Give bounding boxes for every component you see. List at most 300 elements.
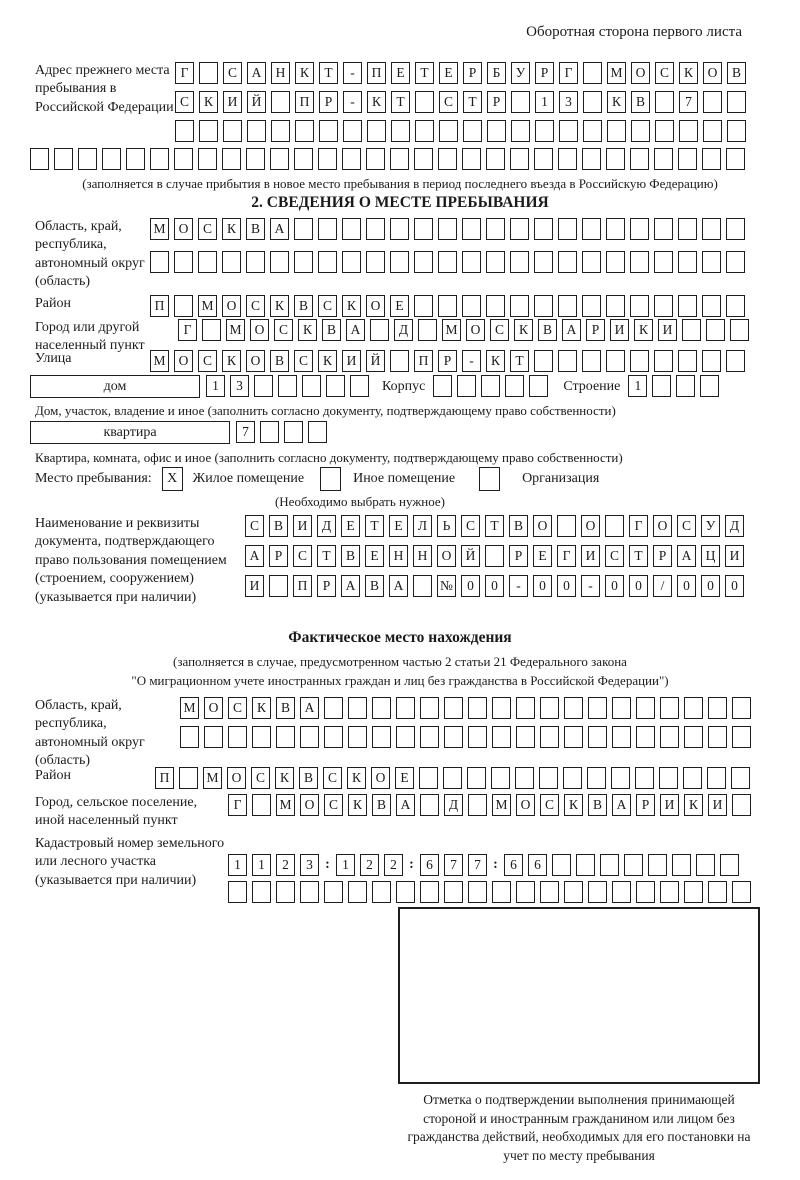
- form-cell[interactable]: К: [514, 319, 533, 341]
- form-cell[interactable]: М: [442, 319, 461, 341]
- form-cell[interactable]: [319, 120, 338, 142]
- form-cell[interactable]: [510, 251, 529, 273]
- form-cell[interactable]: С: [323, 767, 342, 789]
- form-cell[interactable]: Р: [636, 794, 655, 816]
- form-cell[interactable]: [703, 120, 722, 142]
- form-cell[interactable]: [174, 251, 193, 273]
- form-cell[interactable]: [540, 697, 559, 719]
- form-cell[interactable]: /: [653, 575, 672, 597]
- form-cell[interactable]: [678, 350, 697, 372]
- form-cell[interactable]: [270, 148, 289, 170]
- form-cell[interactable]: [467, 767, 486, 789]
- form-cell[interactable]: [648, 854, 667, 876]
- form-cell[interactable]: [439, 120, 458, 142]
- form-cell[interactable]: [654, 295, 673, 317]
- form-cell[interactable]: [682, 319, 701, 341]
- form-cell[interactable]: 0: [605, 575, 624, 597]
- form-cell[interactable]: О: [703, 62, 722, 84]
- form-cell[interactable]: Г: [559, 62, 578, 84]
- form-cell[interactable]: [654, 218, 673, 240]
- form-cell[interactable]: Т: [391, 91, 410, 113]
- form-cell[interactable]: [726, 148, 745, 170]
- form-cell[interactable]: [588, 726, 607, 748]
- form-cell[interactable]: К: [298, 319, 317, 341]
- form-cell[interactable]: [199, 62, 218, 84]
- form-cell[interactable]: О: [174, 350, 193, 372]
- form-cell[interactable]: [659, 767, 678, 789]
- form-cell[interactable]: [252, 794, 271, 816]
- form-cell[interactable]: П: [293, 575, 312, 597]
- form-cell[interactable]: М: [226, 319, 245, 341]
- form-cell[interactable]: О: [222, 295, 241, 317]
- form-cell[interactable]: [684, 881, 703, 903]
- form-cell[interactable]: 0: [701, 575, 720, 597]
- form-cell[interactable]: [324, 697, 343, 719]
- form-cell[interactable]: [515, 767, 534, 789]
- form-cell[interactable]: [269, 575, 288, 597]
- form-cell[interactable]: [438, 218, 457, 240]
- form-cell[interactable]: [254, 375, 273, 397]
- form-cell[interactable]: Р: [438, 350, 457, 372]
- form-cell[interactable]: С: [175, 91, 194, 113]
- form-cell[interactable]: [630, 251, 649, 273]
- form-cell[interactable]: [582, 148, 601, 170]
- form-cell[interactable]: 1: [336, 854, 355, 876]
- form-cell[interactable]: И: [725, 545, 744, 567]
- form-cell[interactable]: -: [581, 575, 600, 597]
- form-cell[interactable]: В: [588, 794, 607, 816]
- form-cell[interactable]: Ц: [701, 545, 720, 567]
- form-cell[interactable]: [228, 881, 247, 903]
- form-cell[interactable]: Г: [228, 794, 247, 816]
- form-cell[interactable]: [678, 295, 697, 317]
- form-cell[interactable]: [342, 148, 361, 170]
- form-cell[interactable]: [202, 319, 221, 341]
- form-cell[interactable]: [438, 251, 457, 273]
- form-cell[interactable]: [726, 251, 745, 273]
- form-cell[interactable]: [462, 218, 481, 240]
- form-cell[interactable]: И: [581, 545, 600, 567]
- form-cell[interactable]: [366, 218, 385, 240]
- form-cell[interactable]: В: [246, 218, 265, 240]
- form-cell[interactable]: [276, 726, 295, 748]
- form-cell[interactable]: 0: [485, 575, 504, 597]
- form-cell[interactable]: [348, 881, 367, 903]
- form-cell[interactable]: [702, 148, 721, 170]
- form-cell[interactable]: [223, 120, 242, 142]
- form-cell[interactable]: В: [509, 515, 528, 537]
- form-cell[interactable]: [655, 91, 674, 113]
- form-cell[interactable]: [727, 91, 746, 113]
- form-cell[interactable]: [492, 697, 511, 719]
- form-cell[interactable]: Н: [413, 545, 432, 567]
- form-cell[interactable]: О: [631, 62, 650, 84]
- form-cell[interactable]: [660, 697, 679, 719]
- form-cell[interactable]: [564, 881, 583, 903]
- form-cell[interactable]: [654, 350, 673, 372]
- form-cell[interactable]: [270, 251, 289, 273]
- form-cell[interactable]: [558, 218, 577, 240]
- form-cell[interactable]: [606, 251, 625, 273]
- form-cell[interactable]: [540, 881, 559, 903]
- form-cell[interactable]: М: [276, 794, 295, 816]
- form-cell[interactable]: А: [300, 697, 319, 719]
- form-cell[interactable]: М: [492, 794, 511, 816]
- form-cell[interactable]: С: [294, 350, 313, 372]
- form-cell[interactable]: [174, 295, 193, 317]
- form-cell[interactable]: [582, 218, 601, 240]
- form-cell[interactable]: 0: [725, 575, 744, 597]
- form-cell[interactable]: [706, 319, 725, 341]
- form-cell[interactable]: [731, 767, 750, 789]
- form-cell[interactable]: [390, 148, 409, 170]
- form-cell[interactable]: [636, 697, 655, 719]
- form-cell[interactable]: [564, 697, 583, 719]
- form-cell[interactable]: Т: [317, 545, 336, 567]
- checkbox-other-premises[interactable]: [320, 467, 341, 491]
- form-cell[interactable]: [179, 767, 198, 789]
- form-cell[interactable]: С: [655, 62, 674, 84]
- form-cell[interactable]: Д: [394, 319, 413, 341]
- form-cell[interactable]: И: [293, 515, 312, 537]
- form-cell[interactable]: [558, 148, 577, 170]
- form-cell[interactable]: [732, 726, 751, 748]
- form-cell[interactable]: С: [324, 794, 343, 816]
- form-cell[interactable]: [582, 251, 601, 273]
- form-cell[interactable]: [324, 726, 343, 748]
- form-cell[interactable]: Р: [487, 91, 506, 113]
- form-cell[interactable]: [630, 218, 649, 240]
- form-cell[interactable]: А: [245, 545, 264, 567]
- form-cell[interactable]: Д: [444, 794, 463, 816]
- form-cell[interactable]: [174, 148, 193, 170]
- form-cell[interactable]: А: [247, 62, 266, 84]
- form-cell[interactable]: [420, 794, 439, 816]
- form-cell[interactable]: [348, 697, 367, 719]
- form-cell[interactable]: О: [227, 767, 246, 789]
- form-cell[interactable]: М: [180, 697, 199, 719]
- form-cell[interactable]: [390, 350, 409, 372]
- form-cell[interactable]: [587, 767, 606, 789]
- form-cell[interactable]: [247, 120, 266, 142]
- form-cell[interactable]: Й: [461, 545, 480, 567]
- form-cell[interactable]: [678, 251, 697, 273]
- form-cell[interactable]: [415, 120, 434, 142]
- form-cell[interactable]: [468, 697, 487, 719]
- form-cell[interactable]: 0: [461, 575, 480, 597]
- form-cell[interactable]: [342, 218, 361, 240]
- form-cell[interactable]: К: [295, 62, 314, 84]
- form-cell[interactable]: В: [270, 350, 289, 372]
- form-cell[interactable]: [252, 726, 271, 748]
- form-cell[interactable]: [539, 767, 558, 789]
- form-cell[interactable]: К: [564, 794, 583, 816]
- form-cell[interactable]: И: [342, 350, 361, 372]
- form-cell[interactable]: О: [300, 794, 319, 816]
- form-cell[interactable]: [636, 881, 655, 903]
- form-cell[interactable]: Е: [341, 515, 360, 537]
- form-cell[interactable]: 3: [300, 854, 319, 876]
- form-cell[interactable]: С: [251, 767, 270, 789]
- form-cell[interactable]: П: [155, 767, 174, 789]
- form-cell[interactable]: К: [222, 350, 241, 372]
- form-cell[interactable]: О: [204, 697, 223, 719]
- form-cell[interactable]: [463, 120, 482, 142]
- form-cell[interactable]: С: [439, 91, 458, 113]
- form-cell[interactable]: [563, 767, 582, 789]
- form-cell[interactable]: К: [275, 767, 294, 789]
- form-cell[interactable]: У: [511, 62, 530, 84]
- form-cell[interactable]: У: [701, 515, 720, 537]
- form-cell[interactable]: [420, 881, 439, 903]
- form-cell[interactable]: 1: [206, 375, 225, 397]
- form-cell[interactable]: К: [367, 91, 386, 113]
- form-cell[interactable]: [516, 697, 535, 719]
- form-cell[interactable]: [672, 854, 691, 876]
- form-cell[interactable]: М: [150, 218, 169, 240]
- form-cell[interactable]: Й: [366, 350, 385, 372]
- form-cell[interactable]: [630, 148, 649, 170]
- form-cell[interactable]: [679, 120, 698, 142]
- form-cell[interactable]: [366, 251, 385, 273]
- form-cell[interactable]: Е: [439, 62, 458, 84]
- form-cell[interactable]: -: [343, 91, 362, 113]
- form-cell[interactable]: Т: [510, 350, 529, 372]
- form-cell[interactable]: [294, 148, 313, 170]
- form-cell[interactable]: М: [203, 767, 222, 789]
- form-cell[interactable]: [222, 148, 241, 170]
- form-cell[interactable]: [78, 148, 97, 170]
- form-cell[interactable]: К: [342, 295, 361, 317]
- form-cell[interactable]: Р: [535, 62, 554, 84]
- form-cell[interactable]: [418, 319, 437, 341]
- form-cell[interactable]: О: [437, 545, 456, 567]
- form-cell[interactable]: [294, 218, 313, 240]
- form-cell[interactable]: Т: [319, 62, 338, 84]
- form-cell[interactable]: В: [631, 91, 650, 113]
- form-cell[interactable]: [433, 375, 452, 397]
- form-cell[interactable]: 2: [360, 854, 379, 876]
- form-cell[interactable]: [607, 120, 626, 142]
- form-cell[interactable]: И: [660, 794, 679, 816]
- form-cell[interactable]: К: [347, 767, 366, 789]
- form-cell[interactable]: К: [486, 350, 505, 372]
- form-cell[interactable]: [462, 148, 481, 170]
- form-cell[interactable]: [468, 726, 487, 748]
- form-cell[interactable]: 2: [276, 854, 295, 876]
- form-cell[interactable]: [198, 251, 217, 273]
- form-cell[interactable]: [631, 120, 650, 142]
- form-cell[interactable]: [702, 218, 721, 240]
- form-cell[interactable]: [372, 881, 391, 903]
- form-cell[interactable]: [260, 421, 279, 443]
- checkbox-residential[interactable]: X: [162, 467, 183, 491]
- form-cell[interactable]: С: [274, 319, 293, 341]
- form-cell[interactable]: [588, 697, 607, 719]
- form-cell[interactable]: [702, 251, 721, 273]
- form-cell[interactable]: 0: [533, 575, 552, 597]
- form-cell[interactable]: А: [396, 794, 415, 816]
- form-cell[interactable]: М: [150, 350, 169, 372]
- form-cell[interactable]: Р: [463, 62, 482, 84]
- form-cell[interactable]: Н: [389, 545, 408, 567]
- form-cell[interactable]: [606, 295, 625, 317]
- form-cell[interactable]: [390, 218, 409, 240]
- form-cell[interactable]: Н: [271, 62, 290, 84]
- form-cell[interactable]: [481, 375, 500, 397]
- form-cell[interactable]: П: [150, 295, 169, 317]
- form-cell[interactable]: [726, 350, 745, 372]
- form-cell[interactable]: О: [516, 794, 535, 816]
- form-cell[interactable]: С: [228, 697, 247, 719]
- form-cell[interactable]: [552, 854, 571, 876]
- form-cell[interactable]: [707, 767, 726, 789]
- form-cell[interactable]: Р: [319, 91, 338, 113]
- form-cell[interactable]: И: [708, 794, 727, 816]
- form-cell[interactable]: [366, 148, 385, 170]
- form-cell[interactable]: [726, 295, 745, 317]
- form-cell[interactable]: [727, 120, 746, 142]
- form-cell[interactable]: [486, 251, 505, 273]
- form-cell[interactable]: К: [270, 295, 289, 317]
- form-cell[interactable]: [702, 295, 721, 317]
- form-cell[interactable]: 6: [504, 854, 523, 876]
- form-cell[interactable]: Р: [269, 545, 288, 567]
- form-cell[interactable]: [678, 148, 697, 170]
- form-cell[interactable]: В: [365, 575, 384, 597]
- form-cell[interactable]: К: [199, 91, 218, 113]
- form-cell[interactable]: [505, 375, 524, 397]
- form-cell[interactable]: [54, 148, 73, 170]
- form-cell[interactable]: Ь: [437, 515, 456, 537]
- form-cell[interactable]: [396, 726, 415, 748]
- form-cell[interactable]: К: [348, 794, 367, 816]
- form-cell[interactable]: С: [223, 62, 242, 84]
- form-cell[interactable]: [535, 120, 554, 142]
- form-cell[interactable]: [606, 218, 625, 240]
- form-cell[interactable]: [708, 726, 727, 748]
- form-cell[interactable]: [284, 421, 303, 443]
- form-cell[interactable]: М: [607, 62, 626, 84]
- form-cell[interactable]: Е: [390, 295, 409, 317]
- form-cell[interactable]: [180, 726, 199, 748]
- form-cell[interactable]: [511, 120, 530, 142]
- form-cell[interactable]: [204, 726, 223, 748]
- form-cell[interactable]: М: [198, 295, 217, 317]
- form-cell[interactable]: И: [245, 575, 264, 597]
- form-cell[interactable]: [558, 251, 577, 273]
- form-cell[interactable]: 0: [557, 575, 576, 597]
- form-cell[interactable]: [150, 251, 169, 273]
- form-cell[interactable]: А: [562, 319, 581, 341]
- form-cell[interactable]: [343, 120, 362, 142]
- form-cell[interactable]: [415, 91, 434, 113]
- form-cell[interactable]: [444, 726, 463, 748]
- form-cell[interactable]: И: [610, 319, 629, 341]
- form-cell[interactable]: 1: [228, 854, 247, 876]
- form-cell[interactable]: [516, 881, 535, 903]
- form-cell[interactable]: [730, 319, 749, 341]
- form-cell[interactable]: [367, 120, 386, 142]
- form-cell[interactable]: 1: [628, 375, 647, 397]
- form-cell[interactable]: В: [294, 295, 313, 317]
- form-cell[interactable]: [612, 726, 631, 748]
- form-cell[interactable]: С: [293, 545, 312, 567]
- form-cell[interactable]: [678, 218, 697, 240]
- form-cell[interactable]: [726, 218, 745, 240]
- form-cell[interactable]: Е: [365, 545, 384, 567]
- form-cell[interactable]: [326, 375, 345, 397]
- form-cell[interactable]: [390, 251, 409, 273]
- form-cell[interactable]: 3: [559, 91, 578, 113]
- form-cell[interactable]: Д: [725, 515, 744, 537]
- form-cell[interactable]: [511, 91, 530, 113]
- form-cell[interactable]: [486, 218, 505, 240]
- form-cell[interactable]: [438, 295, 457, 317]
- form-cell[interactable]: С: [198, 218, 217, 240]
- form-cell[interactable]: [696, 854, 715, 876]
- form-cell[interactable]: Д: [317, 515, 336, 537]
- form-cell[interactable]: №: [437, 575, 456, 597]
- form-cell[interactable]: [583, 62, 602, 84]
- form-cell[interactable]: [606, 148, 625, 170]
- form-cell[interactable]: [324, 881, 343, 903]
- form-cell[interactable]: [413, 575, 432, 597]
- form-cell[interactable]: Р: [586, 319, 605, 341]
- form-cell[interactable]: [558, 350, 577, 372]
- form-cell[interactable]: [600, 854, 619, 876]
- form-cell[interactable]: [708, 881, 727, 903]
- form-cell[interactable]: [588, 881, 607, 903]
- form-cell[interactable]: А: [612, 794, 631, 816]
- form-cell[interactable]: [198, 148, 217, 170]
- form-cell[interactable]: [468, 794, 487, 816]
- form-cell[interactable]: С: [605, 545, 624, 567]
- form-cell[interactable]: [612, 881, 631, 903]
- form-cell[interactable]: Т: [463, 91, 482, 113]
- form-cell[interactable]: 1: [252, 854, 271, 876]
- form-cell[interactable]: И: [658, 319, 677, 341]
- form-cell[interactable]: В: [727, 62, 746, 84]
- form-cell[interactable]: [486, 295, 505, 317]
- form-cell[interactable]: [540, 726, 559, 748]
- form-cell[interactable]: [564, 726, 583, 748]
- form-cell[interactable]: 2: [384, 854, 403, 876]
- form-cell[interactable]: [534, 218, 553, 240]
- form-cell[interactable]: [126, 148, 145, 170]
- form-cell[interactable]: Л: [413, 515, 432, 537]
- form-cell[interactable]: О: [174, 218, 193, 240]
- form-cell[interactable]: А: [346, 319, 365, 341]
- form-cell[interactable]: В: [372, 794, 391, 816]
- form-cell[interactable]: Р: [317, 575, 336, 597]
- form-cell[interactable]: [278, 375, 297, 397]
- form-cell[interactable]: К: [679, 62, 698, 84]
- form-cell[interactable]: Е: [395, 767, 414, 789]
- form-cell[interactable]: [443, 767, 462, 789]
- form-cell[interactable]: В: [341, 545, 360, 567]
- form-cell[interactable]: [635, 767, 654, 789]
- form-cell[interactable]: [559, 120, 578, 142]
- form-cell[interactable]: [302, 375, 321, 397]
- form-cell[interactable]: О: [250, 319, 269, 341]
- form-cell[interactable]: [246, 251, 265, 273]
- form-cell[interactable]: [295, 120, 314, 142]
- form-cell[interactable]: [199, 120, 218, 142]
- checkbox-organization[interactable]: [479, 467, 500, 491]
- form-cell[interactable]: 7: [236, 421, 255, 443]
- form-cell[interactable]: Е: [389, 515, 408, 537]
